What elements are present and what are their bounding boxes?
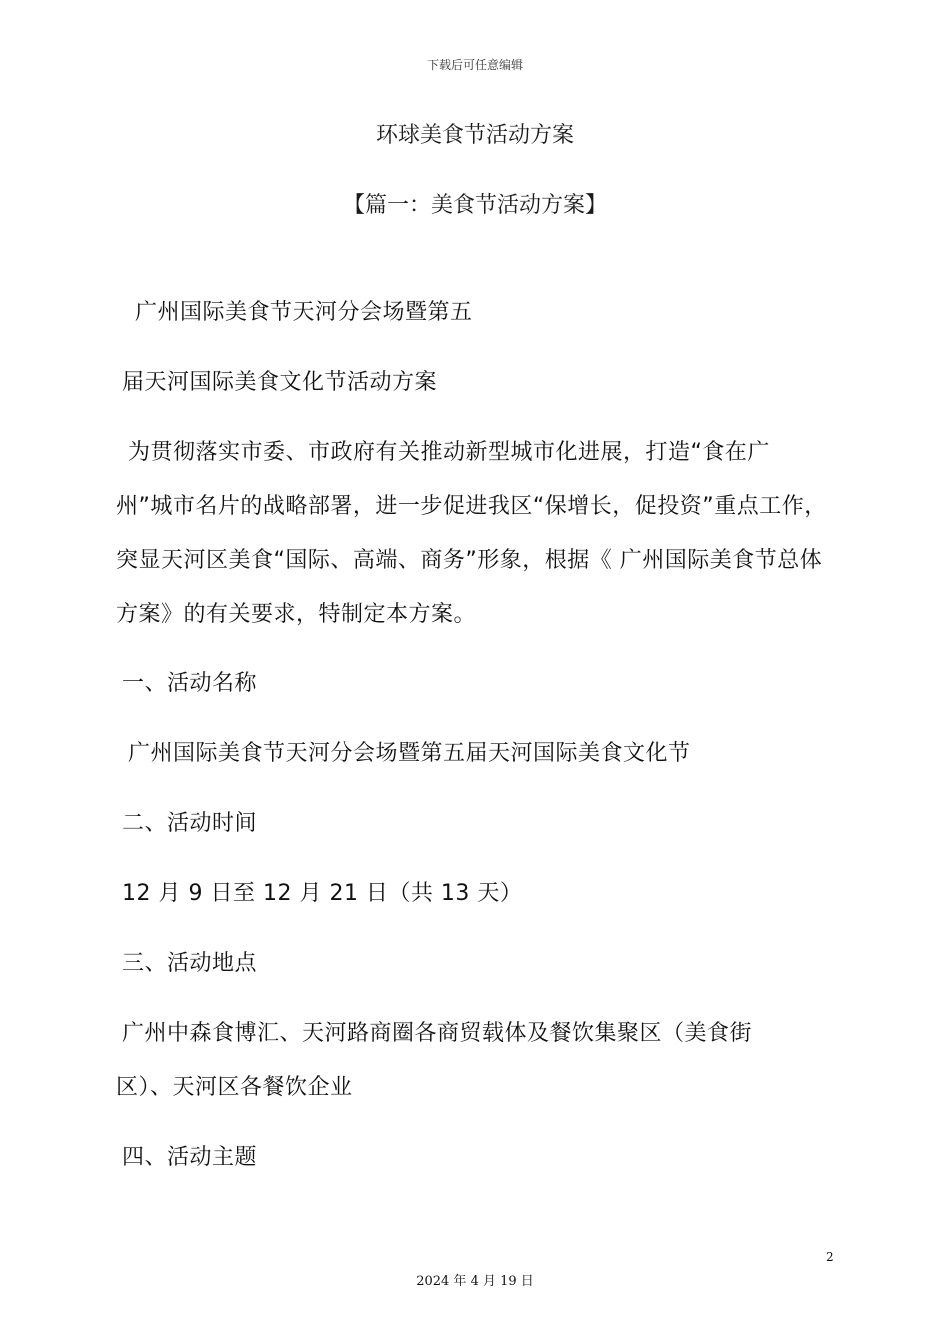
footer-date: 2024 年 4 月 19 日	[416, 1274, 534, 1289]
section-3-body-2: 区）、天河区各餐饮企业	[116, 1075, 353, 1100]
intro-line-2: 州”城市名片的战略部署，进一步促进我区“保增长，促投资”重点工作，	[116, 494, 827, 519]
page-number: 2	[826, 1250, 834, 1264]
document-subtitle: 【篇一：美食节活动方案】	[342, 193, 607, 218]
section-4-title: 四、活动主题	[122, 1145, 258, 1170]
intro-line-4: 方案》的有关要求，特制定本方案。	[116, 602, 477, 627]
heading-line-1: 广州国际美食节天河分会场暨第五	[135, 300, 473, 325]
document-title: 环球美食节活动方案	[375, 123, 574, 148]
section-1-body: 广州国际美食节天河分会场暨第五届天河国际美食文化节	[128, 741, 691, 766]
intro-line-3: 突显天河区美食“国际、高端、商务”形象，根据《 广州国际美食节总体	[116, 548, 823, 573]
section-2-title: 二、活动时间	[122, 811, 258, 836]
section-3-title: 三、活动地点	[122, 951, 258, 976]
section-3-body-1: 广州中森食博汇、天河路商圈各商贸载体及餐饮集聚区（美食街	[122, 1021, 753, 1046]
intro-line-1: 为贯彻落实市委、市政府有关推动新型城市化进展，打造“食在广	[128, 440, 770, 465]
header-note: 下载后可任意编辑	[426, 58, 523, 72]
section-2-body: 12 月 9 日至 12 月 21 日（共 13 天）	[122, 881, 523, 906]
section-1-title: 一、活动名称	[122, 671, 258, 696]
heading-line-2: 届天河国际美食文化节活动方案	[122, 370, 438, 395]
